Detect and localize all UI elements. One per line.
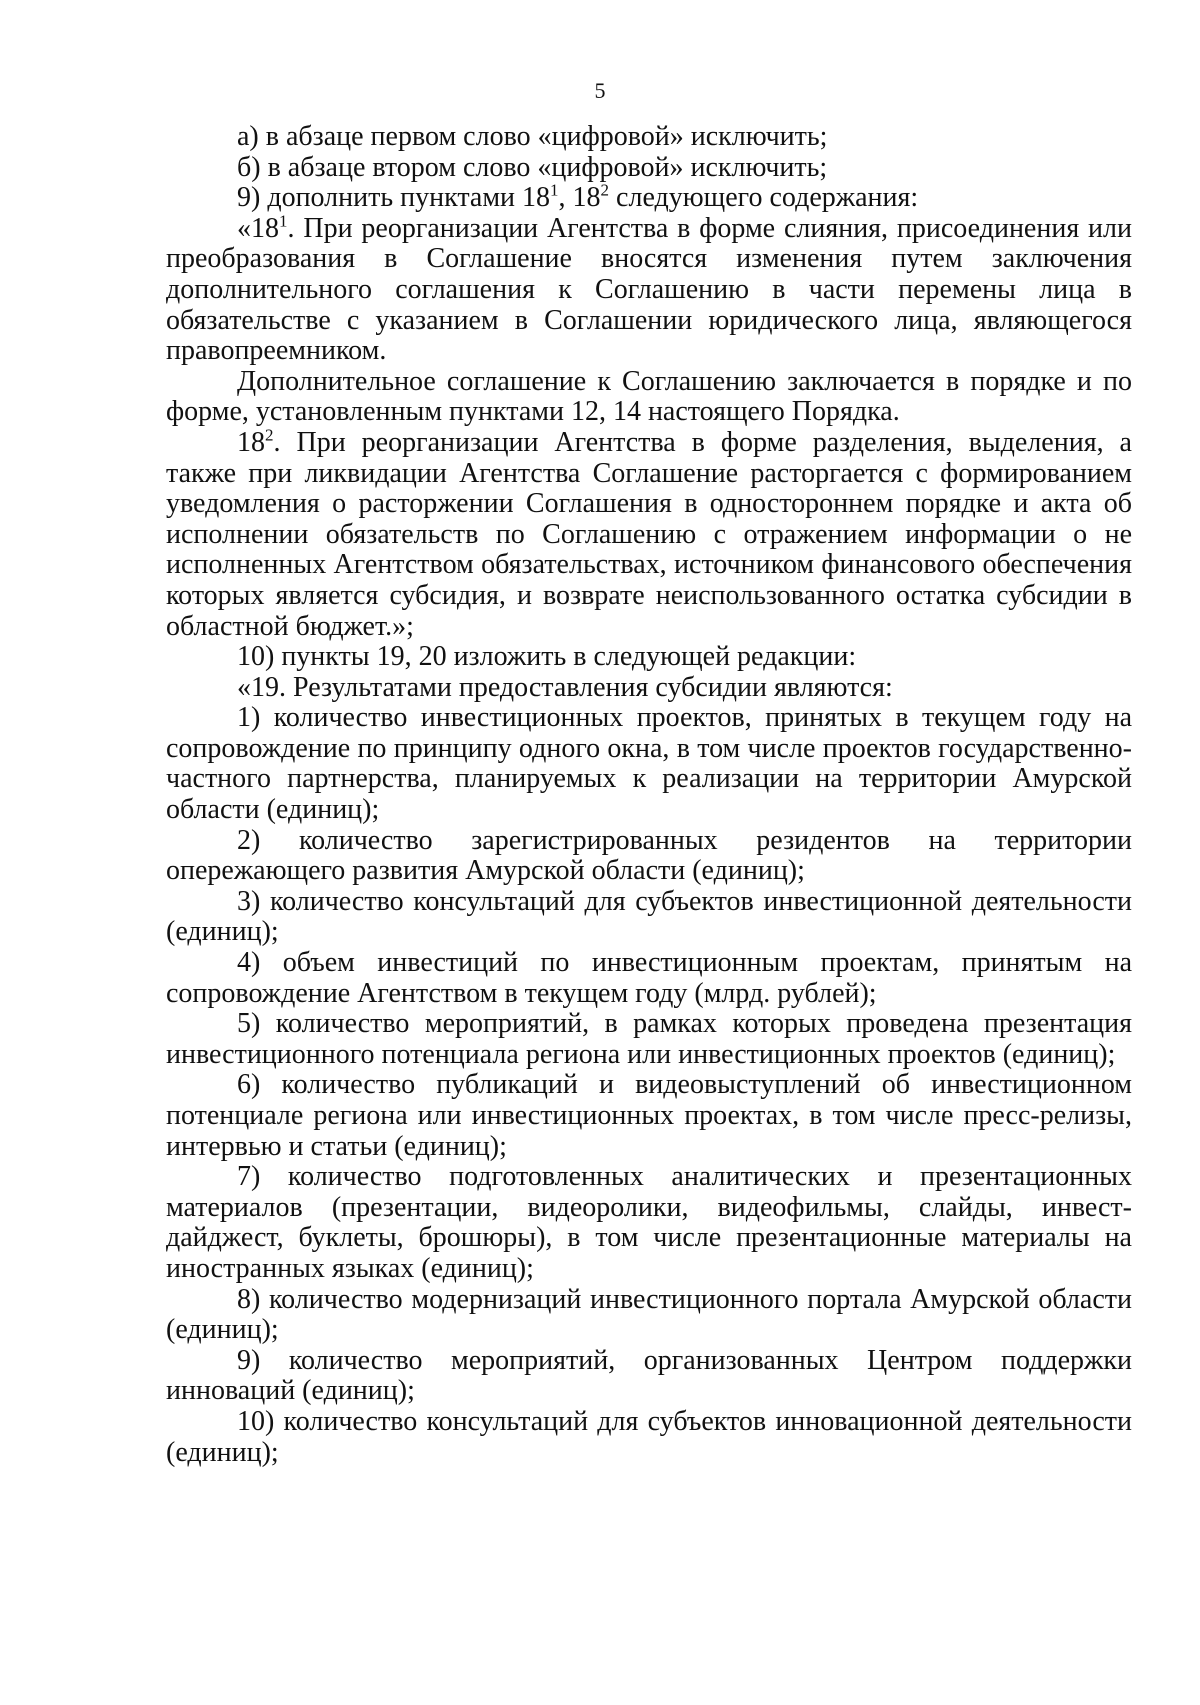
superscript: 2: [600, 180, 610, 200]
text-run: 18: [237, 426, 265, 458]
text-run: «18: [237, 212, 279, 244]
text-run: . При реорганизации Агентства в форме слияния, присоединения или преобразования в Соглашение вносятся изменения путем заключения дополнительного соглашения к Соглашению в части перемены лица в обязательстве с указанием в Соглашении юридического лица, являющегося правопреемником.: [166, 212, 1132, 367]
superscript: 1: [279, 211, 288, 231]
text-run: . При реорганизации Агентства в форме разделения, выделения, а также при ликвидации Агентства Соглашение расторгается с формированием уведомления о расторжении Соглашения в одностороннем порядке и акта об исполнении обязательств по Соглашению с отражением информации о не исполненных Агентством обязательствах, источником финансового обеспечения которых является субсидия, и возврате неиспользованного остатка субсидии в областной бюджет.»;: [166, 426, 1132, 642]
paragraph: 1) количество инвестиционных проектов, принятых в текущем году на сопровождение по принципу одного окна, в том числе проектов государственно-частного партнерства, планируемых к реализации на территории Амурской области (единиц);: [166, 702, 1132, 826]
paragraph: [166, 180, 1132, 214]
paragraph: 10) пункты 19, 20 изложить в следующей редакции:: [237, 641, 857, 673]
paragraph: б) в абзаце втором слово «цифровой» исключить;: [237, 151, 828, 183]
paragraph: «19. Результатами предоставления субсидии являются:: [237, 671, 893, 703]
paragraph: 8) количество модернизаций инвестиционного портала Амурской области (единиц);: [166, 1283, 1132, 1346]
paragraph: 10) количество консультаций для субъектов инновационной деятельности (единиц);: [166, 1405, 1132, 1468]
paragraph: 6) количество публикаций и видеовыступлений об инвестиционном потенциале региона или инвестиционных проектах, в том числе пресс-релизы, интервью и статьи (единиц);: [166, 1069, 1132, 1162]
paragraph: 3) количество консультаций для субъектов инвестиционной деятельности (единиц);: [166, 885, 1132, 948]
paragraph: Дополнительное соглашение к Соглашению заключается в порядке и по форме, установленным пунктами 12, 14 настоящего Порядка.: [166, 365, 1132, 428]
text-run: 9) дополнить пунктами 18: [237, 182, 551, 214]
paragraph: [166, 425, 1132, 642]
document-body: [166, 122, 1132, 1468]
text-run: следующего содержания:: [609, 182, 919, 214]
paragraph: 2) количество зарегистрированных резидентов на территории опережающего развития Амурской области (единиц);: [166, 824, 1132, 887]
superscript: 2: [265, 425, 274, 445]
paragraph: 5) количество мероприятий, в рамках которых проведена презентация инвестиционного потенциала региона или инвестиционных проектов (единиц);: [166, 1008, 1132, 1070]
paragraph: а) в абзаце первом слово «цифровой» исключить;: [237, 121, 828, 152]
paragraph: [166, 211, 1132, 367]
paragraph: 4) объем инвестиций по инвестиционным проектам, принятым на сопровождение Агентством в текущем году (млрд. рублей);: [166, 947, 1132, 1009]
text-run: , 18: [558, 182, 601, 214]
page-number: 5: [594, 78, 606, 103]
paragraph: 7) количество подготовленных аналитических и презентационных материалов (презентации, видеоролики, видеофильмы, слайды, инвест-дайджест, буклеты, брошюры), в том числе презентационные материалы на иностранных языках (единиц);: [166, 1161, 1132, 1284]
superscript: 1: [550, 180, 559, 200]
paragraph: 9) количество мероприятий, организованных Центром поддержки инноваций (единиц);: [166, 1344, 1132, 1407]
